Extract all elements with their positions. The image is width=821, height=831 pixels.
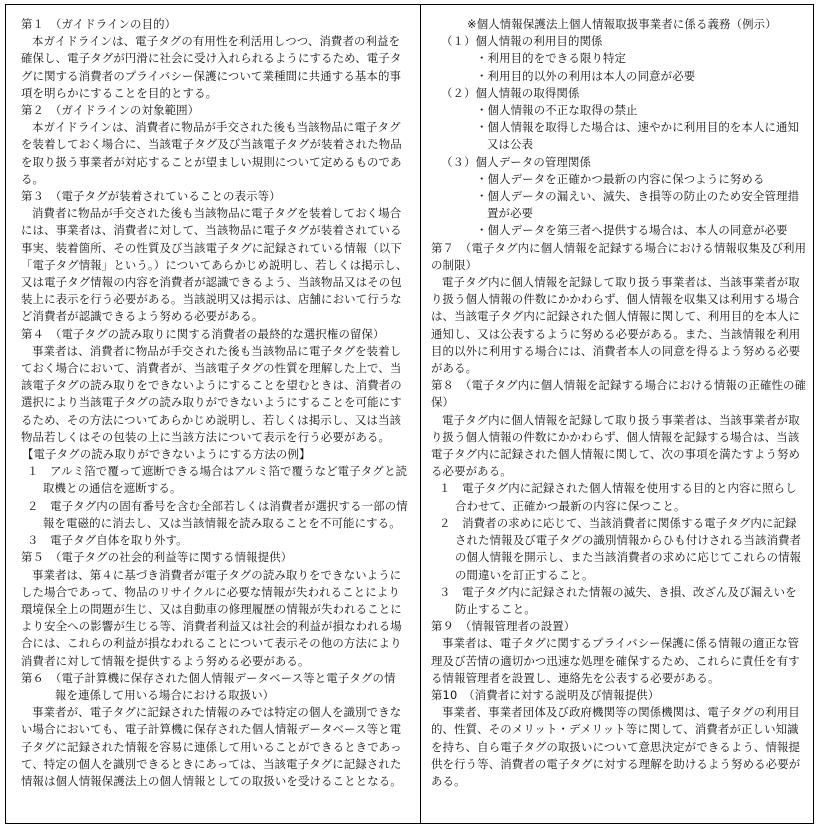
paragraph: ２ 消費者の求めに応じて、当該消費者に関係する電子タグ内に記録された情報及び電子タグの識別情報からひも付けされる当該消費者の個人情報を開示し、また当該消費者の求めに応じてこれらの情報の間違いを訂正すること。 bbox=[439, 515, 802, 582]
section-heading: 第２ （ガイドラインの対象範囲） bbox=[21, 103, 200, 118]
paragraph: 消費者に物品が手交された後も当該物品に電子タグを装着しておく場合には、事業者は、消費者に対して、当該物品に電子タグが装着されている事実、装着箇所、その性質及び当該電子タグに記録されている情報（以下「電子タグ情報」という。）についてあらかじめ説明し、若しくは掲示し、又は電子タグ情報の内容を消費者が認識できるよう、当該物品又はその包装上に表示を行う必要がある。当該説明又は掲示は、店舗において行うなど消費者が認識できるよう努める必要がある。 bbox=[21, 206, 408, 324]
paragraph: 本ガイドラインは、電子タグの有用性を利活用しつつ、消費者の利益を確保し、電子タグが円滑に社会に受け入れられるようにするため、電子タグに関する消費者のプライバシー保護について業種間に共通する基本的事項を明らかにすることを目的とする。 bbox=[21, 34, 402, 100]
list-item: ・個人データを第三者へ提供する場合は、本人の同意が必要 bbox=[476, 223, 788, 238]
paragraph: １ 電子タグ内に記録された個人情報を使用する目的と内容に照らし合わせて、正確かつ最新の内容に保つこと。 bbox=[439, 481, 797, 513]
list-item: ・利用目的をできる限り特定 bbox=[476, 51, 627, 66]
paragraph: （３）個人データの管理関係 bbox=[441, 154, 592, 169]
paragraph: 事業者が、電子タグに記録された情報のみでは特定の個人を識別できない場合においても、電子計算機に保存された個人情報データベース等と電子タグに記録された情報を容易に連係して用いることができるときであって、特定の個人を識別できるときにあっては、当該電子タグに記録された情報は個人情報保護法上の個人情報としての取扱いを受けることとなる。 bbox=[21, 705, 402, 788]
section-heading: 第７ （電子タグ内に個人情報を記録する場合における情報収集及び利用の制限） bbox=[431, 240, 807, 272]
paragraph: ３ 電子タグ内に記録された情報の滅失、き損、改ざん及び漏えいを防止すること。 bbox=[439, 584, 797, 616]
paragraph: 事業者は、第４に基づき消費者が電子タグの読み取りをできないようにした場合であって、物品のリサイクルに必要な情報が失われることにより環境保全上の問題が生じ、又は自動車の修理履歴の情報が失われることにより安全への影響が生じる等、消費者利益又は社会的利益が損なわれる場合には、これらの利益が損なわれることについて表示その他の方法により消費者に対して情報を提供するよう努める必要がある。 bbox=[21, 567, 402, 668]
list-item: ・利用目的以外の利用は本人の同意が必要 bbox=[476, 68, 696, 83]
list-item: ・個人情報を取得した場合は、速やかに利用目的を本人に通知又は公表 bbox=[476, 120, 800, 152]
paragraph: ２ 電子タグ内の固有番号を含む全部若しくは消費者が選択する一部の情報を電磁的に消去し、又は当該情報を読み取ることを不可能にする。 bbox=[27, 498, 408, 530]
paragraph: 本ガイドラインは、消費者に物品が手交された後も当該物品に電子タグを装着しておく場合に、当該電子タグ及び当該電子タグが装着された物品を取り扱う事業者が対応することが望ましい規則について定めるものである。 bbox=[21, 120, 402, 186]
section-heading: 第３ （電子タグが装着されていることの表示等） bbox=[21, 189, 281, 204]
paragraph: 電子タグ内に個人情報を記録して取り扱う事業者は、当該事業者が取り扱う個人情報の件数にかかわらず、個人情報を収集又は利用する場合は、当該電子タグ内に記録された個人情報に関して、利用目的を本人に通知し、又は公表するように努める必要がある。また、当該情報を利用目的以外に利用する場合には、消費者本人の同意を得るよう努める必要がある。 bbox=[431, 275, 801, 376]
section-heading: 第４ （電子タグの読み取りに関する消費者の最終的な選択権の留保） bbox=[21, 326, 385, 341]
section-heading: 第５ （電子タグの社会的利益等に関する情報提供） bbox=[21, 550, 293, 565]
paragraph: 事業者は、消費者に物品が手交された後も当該物品に電子タグを装着しておく場合において、消費者が、当該電子タグの性質を理解した上で、当該電子タグの読み取りをできないようにすることを望むときは、消費者の選択により当該電子タグの読み取りができないようにすることを可能にするため、その方法についてあらかじめ説明し、若しくは掲示し、又は当該物品若しくはその包装の上に当該方法について表示を行う必要がある。 bbox=[21, 343, 402, 444]
document-frame bbox=[5, 4, 814, 824]
paragraph: （２）個人情報の取得関係 bbox=[441, 85, 580, 100]
list-item: ・個人データの漏えい、滅失、き損等の防止のため安全管理措置が必要 bbox=[476, 189, 800, 221]
paragraph: １ アルミ箔で覆って遮断できる場合はアルミ箔で覆うなど電子タグと読取機との通信を遮断する。 bbox=[27, 464, 408, 496]
column-divider bbox=[420, 5, 421, 823]
section-heading: 第６ （電子計算機に保存された個人情報データベース等と電子タグの情 bbox=[21, 670, 396, 685]
paragraph: （１）個人情報の利用目的関係 bbox=[441, 34, 603, 49]
paragraph: ３ 電子タグ自体を取り外す。 bbox=[27, 533, 188, 548]
right-column bbox=[431, 16, 807, 790]
section-heading: 報を連係して用いる場合における取扱い） bbox=[55, 687, 275, 702]
list-item: ・個人データを正確かつ最新の内容に保つように努める bbox=[476, 171, 765, 186]
paragraph: 【電子タグの読み取りができないようにする方法の例】 bbox=[22, 447, 311, 462]
left-column bbox=[21, 16, 411, 790]
section-heading: 第８ （電子タグ内に個人情報を記録する場合における情報の正確性の確保） bbox=[431, 378, 807, 410]
paragraph: 事業者は、電子タグに関するプライバシー保護に係る情報の適正な管理及び苦情の適切かつ迅速な処理を確保するため、これらに責任を有する情報管理者を設置し、連絡先を公表する必要がある。 bbox=[431, 636, 800, 685]
section-heading: 第10 （消費者に対する説明及び情報提供） bbox=[431, 687, 660, 702]
paragraph: 事業者、事業者団体及び政府機関等の関係機関は、電子タグの利用目的、性質、そのメリット・デメリット等に関して、消費者が正しい知識を持ち、自ら電子タグの取扱いについて意思決定ができるよう、情報提供を行う等、消費者の電子タグに対する理解を助けるよう努める必要がある。 bbox=[431, 705, 801, 788]
list-item: ・個人情報の不正な取得の禁止 bbox=[476, 103, 638, 118]
section-heading: 第１ （ガイドラインの目的） bbox=[21, 17, 177, 31]
section-heading: 第９ （情報管理者の設置） bbox=[431, 619, 576, 634]
paragraph: 電子タグ内に個人情報を記録して取り扱う事業者は、当該事業者が取り扱う個人情報の件数にかかわらず、個人情報を記録する場合は、当該電子タグ内に記録された個人情報に関して、次の事項を満たすよう努める必要がある。 bbox=[431, 412, 801, 479]
paragraph: ※個人情報保護法上個人情報取扱事業者に係る義務（例示） bbox=[467, 17, 777, 31]
